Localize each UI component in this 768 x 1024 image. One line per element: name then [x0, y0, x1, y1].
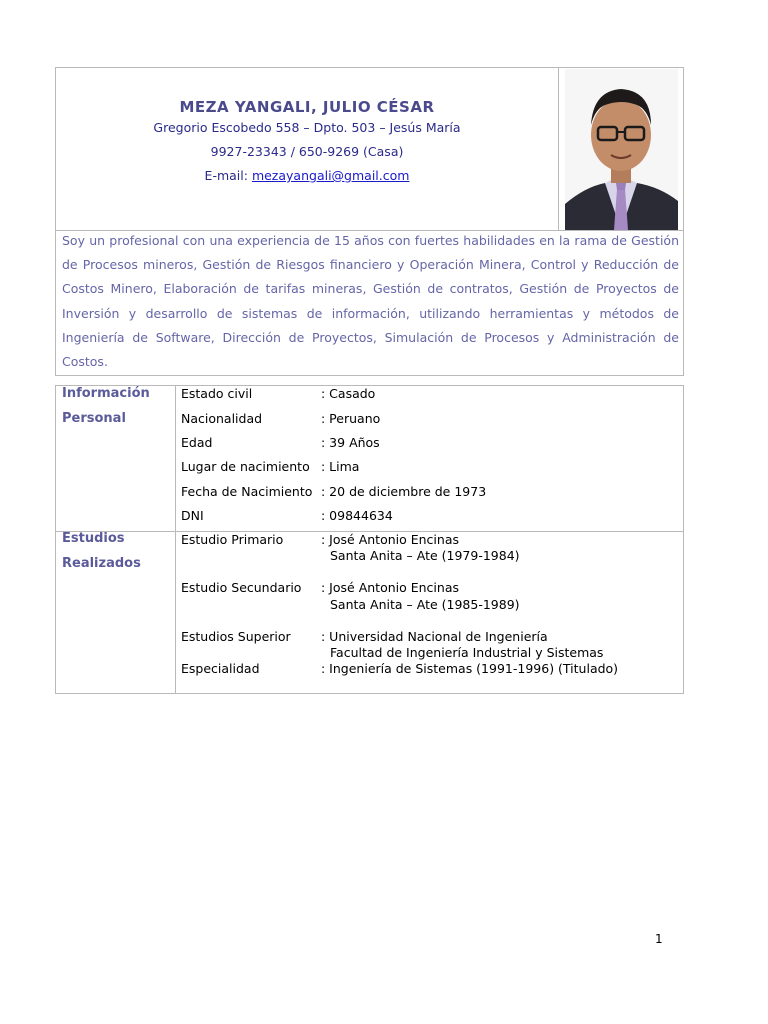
personal-row-label: Edad	[181, 435, 213, 450]
profile-photo	[565, 69, 678, 230]
study-row-value: : José Antonio Encinas	[321, 580, 459, 595]
email-line	[56, 168, 558, 183]
study-row-detail: Santa Anita – Ate (1979-1984)	[330, 548, 520, 563]
study-row-label: Estudios Superior	[181, 629, 291, 644]
study-row-label: Estudio Secundario	[181, 580, 302, 595]
personal-row-value: : 20 de diciembre de 1973	[321, 484, 487, 499]
personal-row-value: : Lima	[321, 459, 360, 474]
personal-row-value: : Peruano	[321, 411, 381, 426]
personal-row-label: Lugar de nacimiento	[181, 459, 310, 474]
professional-summary: Soy un profesional con una experiencia de 15 años con fuertes habilidades en la rama de Gestión de Procesos mineros, Gestión de Riesgos financiero y Operación Minera, Control y Reducción de Costos Minero, Elaboración de tarifas mineras, Gestión de contratos, Gestión de Proyectos de Inversión y desarrollo de sistemas de información, utilizando herramientas y métodos de Ingeniería de Software, Dirección de Proyectos, Simulación de Procesos y Administración de Costos.	[62, 233, 679, 370]
study-row-value: : José Antonio Encinas	[321, 532, 459, 547]
contact-block	[56, 68, 559, 230]
header-box	[55, 67, 684, 376]
header-top	[56, 68, 683, 231]
study-row-label: Estudio Primario	[181, 532, 284, 547]
candidate-name: MEZA YANGALI, JULIO CÉSAR	[179, 98, 435, 116]
personal-info-heading: Información Personal	[62, 386, 150, 426]
personal-row-label: Fecha de Nacimiento	[181, 484, 313, 499]
email-link[interactable]: mezayangali@gmail.com	[251, 168, 410, 183]
study-row-detail: Facultad de Ingeniería Industrial y Sistemas	[330, 645, 604, 660]
info-table	[55, 385, 684, 694]
personal-row-value: : Casado	[321, 386, 376, 401]
personal-row-label: DNI	[181, 508, 204, 523]
study-row-value: : Universidad Nacional de Ingeniería	[321, 629, 548, 644]
study-row-detail: Santa Anita – Ate (1985-1989)	[330, 597, 520, 612]
personal-row-label: Nacionalidad	[181, 411, 263, 426]
personal-row-value: : 09844634	[321, 508, 393, 523]
portrait-image	[565, 69, 678, 230]
personal-row-value: : 39 Años	[321, 435, 380, 450]
study-row-value: : Ingeniería de Sistemas (1991-1996) (Titulado)	[321, 661, 619, 676]
column-divider	[175, 386, 176, 693]
phone: 9927-23343 / 650-9269 (Casa)	[210, 144, 404, 159]
studies-heading: Estudios Realizados	[62, 531, 141, 571]
page-number: 1	[655, 932, 663, 946]
address: Gregorio Escobedo 558 – Dpto. 503 – Jesús María	[153, 120, 461, 135]
study-row-label: Especialidad	[181, 661, 260, 676]
email-label: E-mail:	[204, 168, 248, 183]
personal-row-label: Estado civil	[181, 386, 253, 401]
